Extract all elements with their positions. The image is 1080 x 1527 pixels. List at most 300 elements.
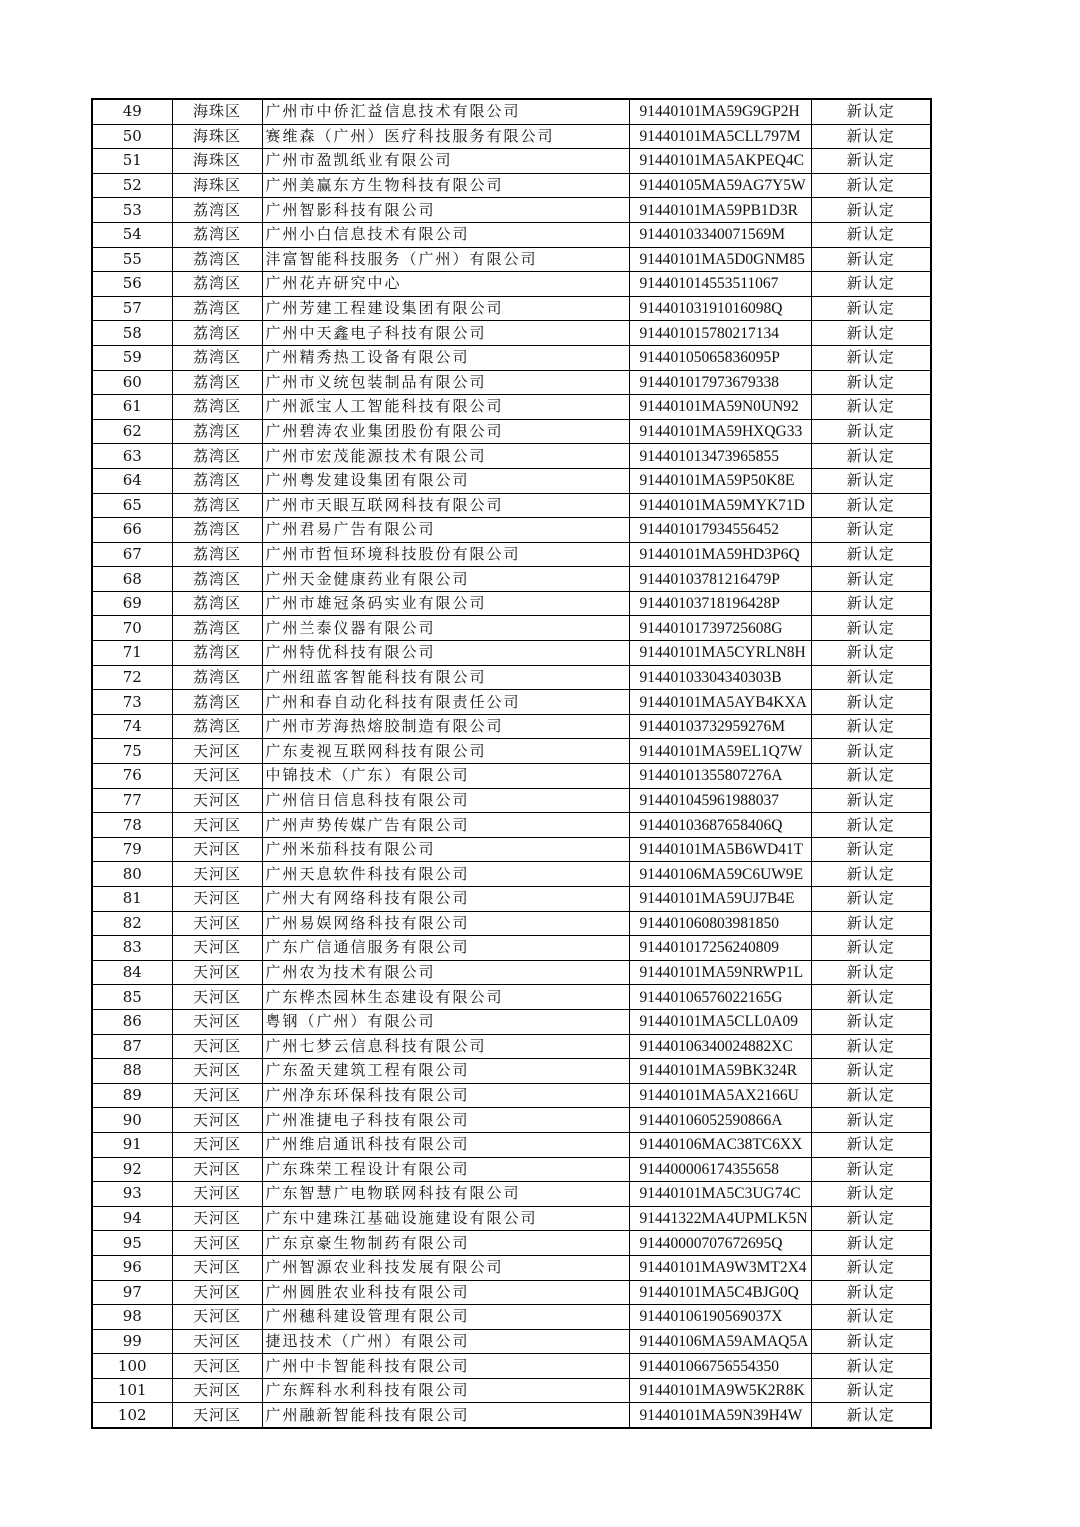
- company-name-cell: 广州粤发建设集团有限公司: [262, 468, 629, 493]
- table-row: [92, 1231, 931, 1256]
- company-name-cell: 广州智源农业科技发展有限公司: [262, 1255, 629, 1280]
- row-number: 100: [92, 1354, 172, 1379]
- row-number: 70: [92, 616, 172, 641]
- table-row: [92, 764, 931, 789]
- status-cell: 新认定: [811, 739, 931, 764]
- company-name-cell: 广州大有网络科技有限公司: [262, 887, 629, 912]
- row-number: 85: [92, 985, 172, 1010]
- table-row: [92, 419, 931, 444]
- row-number: 51: [92, 149, 172, 174]
- credit-code-cell: 91440101MA59NRWP1L: [629, 960, 811, 985]
- status-cell: 新认定: [811, 985, 931, 1010]
- district-cell: 天河区: [172, 813, 262, 838]
- status-cell: 新认定: [811, 149, 931, 174]
- company-name-cell: 广东盈天建筑工程有限公司: [262, 1059, 629, 1084]
- company-name-cell: 广州市宏茂能源技术有限公司: [262, 444, 629, 469]
- credit-code-cell: 91440103718196428P: [629, 591, 811, 616]
- credit-code-cell: 91440103340071569M: [629, 222, 811, 247]
- status-cell: 新认定: [811, 1157, 931, 1182]
- district-cell: 天河区: [172, 739, 262, 764]
- row-number: 53: [92, 198, 172, 223]
- status-cell: 新认定: [811, 960, 931, 985]
- row-number: 76: [92, 764, 172, 789]
- status-cell: 新认定: [811, 468, 931, 493]
- company-name-cell: 中锦技术（广东）有限公司: [262, 764, 629, 789]
- table-row: [92, 493, 931, 518]
- row-number: 72: [92, 665, 172, 690]
- table-row: [92, 1108, 931, 1133]
- district-cell: 荔湾区: [172, 542, 262, 567]
- credit-code-cell: 91440103304340303B: [629, 665, 811, 690]
- credit-code-cell: 91440101MA5CLL797M: [629, 124, 811, 149]
- table-row: [92, 1157, 931, 1182]
- status-cell: 新认定: [811, 1034, 931, 1059]
- company-name-cell: 广州准捷电子科技有限公司: [262, 1108, 629, 1133]
- company-name-cell: 广州碧涛农业集团股份有限公司: [262, 419, 629, 444]
- status-cell: 新认定: [811, 198, 931, 223]
- row-number: 60: [92, 370, 172, 395]
- table-row: [92, 591, 931, 616]
- row-number: 50: [92, 124, 172, 149]
- district-cell: 天河区: [172, 936, 262, 961]
- row-number: 56: [92, 272, 172, 297]
- credit-code-cell: 91440101MA59N39H4W: [629, 1403, 811, 1428]
- table-row: [92, 1280, 931, 1305]
- credit-code-cell: 91440101MA5CYRLN8H: [629, 641, 811, 666]
- table-row: [92, 468, 931, 493]
- credit-code-cell: 91440106340024882XC: [629, 1034, 811, 1059]
- status-cell: 新认定: [811, 837, 931, 862]
- row-number: 99: [92, 1329, 172, 1354]
- table-row: [92, 1009, 931, 1034]
- row-number: 89: [92, 1083, 172, 1108]
- credit-code-cell: 91440101MA5D0GNM85: [629, 247, 811, 272]
- row-number: 87: [92, 1034, 172, 1059]
- company-name-cell: 广州市芳海热熔胶制造有限公司: [262, 714, 629, 739]
- district-cell: 天河区: [172, 1009, 262, 1034]
- credit-code-cell: 914401017256240809: [629, 936, 811, 961]
- district-cell: 荔湾区: [172, 321, 262, 346]
- company-name-cell: 广州信日信息科技有限公司: [262, 788, 629, 813]
- company-name-cell: 广东珠荣工程设计有限公司: [262, 1157, 629, 1182]
- district-cell: 天河区: [172, 764, 262, 789]
- district-cell: 荔湾区: [172, 518, 262, 543]
- district-cell: 荔湾区: [172, 272, 262, 297]
- row-number: 77: [92, 788, 172, 813]
- company-name-cell: 广州市哲恒环境科技股份有限公司: [262, 542, 629, 567]
- company-name-cell: 广州米茄科技有限公司: [262, 837, 629, 862]
- district-cell: 天河区: [172, 1182, 262, 1207]
- row-number: 57: [92, 296, 172, 321]
- district-cell: 天河区: [172, 911, 262, 936]
- table-row: [92, 222, 931, 247]
- district-cell: 天河区: [172, 1329, 262, 1354]
- row-number: 73: [92, 690, 172, 715]
- status-cell: 新认定: [811, 345, 931, 370]
- district-cell: 天河区: [172, 1231, 262, 1256]
- company-name-cell: 粤钢（广州）有限公司: [262, 1009, 629, 1034]
- credit-code-cell: 91440106190569037X: [629, 1305, 811, 1330]
- table-row: [92, 1378, 931, 1403]
- status-cell: 新认定: [811, 272, 931, 297]
- row-number: 101: [92, 1378, 172, 1403]
- company-name-cell: 广州天息软件科技有限公司: [262, 862, 629, 887]
- district-cell: 荔湾区: [172, 493, 262, 518]
- district-cell: 天河区: [172, 960, 262, 985]
- table-row: [92, 444, 931, 469]
- credit-code-cell: 91440101MA59BK324R: [629, 1059, 811, 1084]
- district-cell: 海珠区: [172, 99, 262, 124]
- row-number: 64: [92, 468, 172, 493]
- status-cell: 新认定: [811, 813, 931, 838]
- table-row: [92, 1255, 931, 1280]
- status-cell: 新认定: [811, 1083, 931, 1108]
- district-cell: 荔湾区: [172, 714, 262, 739]
- table-row: [92, 1034, 931, 1059]
- status-cell: 新认定: [811, 124, 931, 149]
- status-cell: 新认定: [811, 862, 931, 887]
- credit-code-cell: 91440101MA9W3MT2X4: [629, 1255, 811, 1280]
- company-name-cell: 广州特优科技有限公司: [262, 641, 629, 666]
- table-row: [92, 518, 931, 543]
- company-name-cell: 广州智影科技有限公司: [262, 198, 629, 223]
- status-cell: 新认定: [811, 1403, 931, 1428]
- company-name-cell: 广州花卉研究中心: [262, 272, 629, 297]
- credit-code-cell: 91440101MA5AX2166U: [629, 1083, 811, 1108]
- table-row: [92, 1182, 931, 1207]
- district-cell: 荔湾区: [172, 665, 262, 690]
- table-row: [92, 395, 931, 420]
- company-name-cell: 广州市中侨汇益信息技术有限公司: [262, 99, 629, 124]
- status-cell: 新认定: [811, 1132, 931, 1157]
- credit-code-cell: 91440101739725608G: [629, 616, 811, 641]
- table-row: [92, 911, 931, 936]
- table-row: [92, 272, 931, 297]
- district-cell: 天河区: [172, 1132, 262, 1157]
- district-cell: 海珠区: [172, 149, 262, 174]
- table-row: [92, 813, 931, 838]
- credit-code-cell: 91440101MA59G9GP2H: [629, 99, 811, 124]
- company-name-cell: 广州兰泰仪器有限公司: [262, 616, 629, 641]
- row-number: 75: [92, 739, 172, 764]
- district-cell: 荔湾区: [172, 444, 262, 469]
- row-number: 67: [92, 542, 172, 567]
- row-number: 92: [92, 1157, 172, 1182]
- credit-code-cell: 91441322MA4UPMLK5N: [629, 1206, 811, 1231]
- row-number: 79: [92, 837, 172, 862]
- district-cell: 天河区: [172, 862, 262, 887]
- table-row: [92, 345, 931, 370]
- table-row: [92, 542, 931, 567]
- status-cell: 新认定: [811, 173, 931, 198]
- district-cell: 荔湾区: [172, 616, 262, 641]
- company-name-cell: 广州芳建工程建设集团有限公司: [262, 296, 629, 321]
- status-cell: 新认定: [811, 788, 931, 813]
- company-list-table: [91, 98, 932, 1429]
- credit-code-cell: 91440101MA5C3UG74C: [629, 1182, 811, 1207]
- status-cell: 新认定: [811, 567, 931, 592]
- status-cell: 新认定: [811, 936, 931, 961]
- table-row: [92, 1329, 931, 1354]
- credit-code-cell: 91440101MA59P50K8E: [629, 468, 811, 493]
- row-number: 78: [92, 813, 172, 838]
- district-cell: 天河区: [172, 887, 262, 912]
- district-cell: 荔湾区: [172, 591, 262, 616]
- row-number: 54: [92, 222, 172, 247]
- row-number: 63: [92, 444, 172, 469]
- row-number: 61: [92, 395, 172, 420]
- status-cell: 新认定: [811, 1206, 931, 1231]
- row-number: 59: [92, 345, 172, 370]
- credit-code-cell: 914401066756554350: [629, 1354, 811, 1379]
- district-cell: 荔湾区: [172, 370, 262, 395]
- credit-code-cell: 91440103191016098Q: [629, 296, 811, 321]
- row-number: 88: [92, 1059, 172, 1084]
- company-name-cell: 赛维森（广州）医疗科技服务有限公司: [262, 124, 629, 149]
- table-row: [92, 616, 931, 641]
- table-row: [92, 690, 931, 715]
- company-name-cell: 沣富智能科技服务（广州）有限公司: [262, 247, 629, 272]
- status-cell: 新认定: [811, 370, 931, 395]
- row-number: 82: [92, 911, 172, 936]
- district-cell: 天河区: [172, 985, 262, 1010]
- status-cell: 新认定: [811, 665, 931, 690]
- row-number: 52: [92, 173, 172, 198]
- status-cell: 新认定: [811, 641, 931, 666]
- table-body: [92, 99, 931, 1428]
- company-name-cell: 广州市盈凯纸业有限公司: [262, 149, 629, 174]
- row-number: 97: [92, 1280, 172, 1305]
- credit-code-cell: 91440103732959276M: [629, 714, 811, 739]
- credit-code-cell: 91440101MA59PB1D3R: [629, 198, 811, 223]
- district-cell: 天河区: [172, 837, 262, 862]
- credit-code-cell: 91440101MA59MYK71D: [629, 493, 811, 518]
- company-name-cell: 广东麦视互联网科技有限公司: [262, 739, 629, 764]
- table-row: [92, 837, 931, 862]
- company-name-cell: 广州维启通讯科技有限公司: [262, 1132, 629, 1157]
- row-number: 69: [92, 591, 172, 616]
- credit-code-cell: 91440101MA59HD3P6Q: [629, 542, 811, 567]
- district-cell: 天河区: [172, 1378, 262, 1403]
- company-name-cell: 广州声势传媒广告有限公司: [262, 813, 629, 838]
- row-number: 95: [92, 1231, 172, 1256]
- status-cell: 新认定: [811, 1329, 931, 1354]
- credit-code-cell: 91440101MA5C4BJG0Q: [629, 1280, 811, 1305]
- row-number: 65: [92, 493, 172, 518]
- row-number: 66: [92, 518, 172, 543]
- row-number: 71: [92, 641, 172, 666]
- table-row: [92, 1206, 931, 1231]
- company-name-cell: 广州天金健康药业有限公司: [262, 567, 629, 592]
- row-number: 96: [92, 1255, 172, 1280]
- district-cell: 荔湾区: [172, 468, 262, 493]
- company-name-cell: 广东中建珠江基础设施建设有限公司: [262, 1206, 629, 1231]
- district-cell: 天河区: [172, 1157, 262, 1182]
- table-row: [92, 1403, 931, 1428]
- status-cell: 新认定: [811, 591, 931, 616]
- district-cell: 荔湾区: [172, 222, 262, 247]
- table-row: [92, 149, 931, 174]
- status-cell: 新认定: [811, 493, 931, 518]
- credit-code-cell: 914401015780217134: [629, 321, 811, 346]
- status-cell: 新认定: [811, 1378, 931, 1403]
- table-row: [92, 665, 931, 690]
- company-name-cell: 广州市义统包装制品有限公司: [262, 370, 629, 395]
- row-number: 80: [92, 862, 172, 887]
- company-name-cell: 广州融新智能科技有限公司: [262, 1403, 629, 1428]
- company-name-cell: 广州精秀热工设备有限公司: [262, 345, 629, 370]
- row-number: 93: [92, 1182, 172, 1207]
- row-number: 91: [92, 1132, 172, 1157]
- credit-code-cell: 91440101MA5AKPEQ4C: [629, 149, 811, 174]
- credit-code-cell: 91440101MA5AYB4KXA: [629, 690, 811, 715]
- table-row: [92, 714, 931, 739]
- credit-code-cell: 91440101MA59HXQG33: [629, 419, 811, 444]
- district-cell: 天河区: [172, 1403, 262, 1428]
- district-cell: 天河区: [172, 1034, 262, 1059]
- company-name-cell: 广州中天鑫电子科技有限公司: [262, 321, 629, 346]
- company-name-cell: 广州圆胜农业科技有限公司: [262, 1280, 629, 1305]
- district-cell: 荔湾区: [172, 395, 262, 420]
- table-row: [92, 960, 931, 985]
- row-number: 49: [92, 99, 172, 124]
- table-row: [92, 862, 931, 887]
- status-cell: 新认定: [811, 395, 931, 420]
- district-cell: 荔湾区: [172, 296, 262, 321]
- row-number: 55: [92, 247, 172, 272]
- company-name-cell: 广州穗科建设管理有限公司: [262, 1305, 629, 1330]
- table-row: [92, 985, 931, 1010]
- district-cell: 荔湾区: [172, 641, 262, 666]
- district-cell: 天河区: [172, 788, 262, 813]
- table-row: [92, 173, 931, 198]
- company-name-cell: 广东辉科水利科技有限公司: [262, 1378, 629, 1403]
- company-name-cell: 广东广信通信服务有限公司: [262, 936, 629, 961]
- status-cell: 新认定: [811, 542, 931, 567]
- status-cell: 新认定: [811, 714, 931, 739]
- table-row: [92, 247, 931, 272]
- status-cell: 新认定: [811, 764, 931, 789]
- company-name-cell: 广东智慧广电物联网科技有限公司: [262, 1182, 629, 1207]
- credit-code-cell: 91440105065836095P: [629, 345, 811, 370]
- row-number: 58: [92, 321, 172, 346]
- status-cell: 新认定: [811, 296, 931, 321]
- table-row: [92, 370, 931, 395]
- company-name-cell: 广州净东环保科技有限公司: [262, 1083, 629, 1108]
- company-name-cell: 广州美赢东方生物科技有限公司: [262, 173, 629, 198]
- credit-code-cell: 91440106052590866A: [629, 1108, 811, 1133]
- status-cell: 新认定: [811, 911, 931, 936]
- row-number: 90: [92, 1108, 172, 1133]
- credit-code-cell: 91440106576022165G: [629, 985, 811, 1010]
- table-row: [92, 641, 931, 666]
- district-cell: 天河区: [172, 1354, 262, 1379]
- company-name-cell: 广州派宝人工智能科技有限公司: [262, 395, 629, 420]
- status-cell: 新认定: [811, 1009, 931, 1034]
- status-cell: 新认定: [811, 518, 931, 543]
- district-cell: 天河区: [172, 1083, 262, 1108]
- credit-code-cell: 91440106MAC38TC6XX: [629, 1132, 811, 1157]
- company-name-cell: 广州易娱网络科技有限公司: [262, 911, 629, 936]
- table-row: [92, 124, 931, 149]
- status-cell: 新认定: [811, 247, 931, 272]
- district-cell: 天河区: [172, 1206, 262, 1231]
- district-cell: 荔湾区: [172, 690, 262, 715]
- table-row: [92, 1305, 931, 1330]
- table-row: [92, 1132, 931, 1157]
- district-cell: 荔湾区: [172, 247, 262, 272]
- district-cell: 海珠区: [172, 173, 262, 198]
- credit-code-cell: 914401017934556452: [629, 518, 811, 543]
- status-cell: 新认定: [811, 616, 931, 641]
- status-cell: 新认定: [811, 1354, 931, 1379]
- status-cell: 新认定: [811, 1305, 931, 1330]
- credit-code-cell: 91440105MA59AG7Y5W: [629, 173, 811, 198]
- district-cell: 荔湾区: [172, 567, 262, 592]
- table-row: [92, 321, 931, 346]
- credit-code-cell: 91440103781216479P: [629, 567, 811, 592]
- credit-code-cell: 91440103687658406Q: [629, 813, 811, 838]
- table-row: [92, 739, 931, 764]
- district-cell: 天河区: [172, 1108, 262, 1133]
- company-name-cell: 广州七梦云信息科技有限公司: [262, 1034, 629, 1059]
- company-name-cell: 广州市雄冠条码实业有限公司: [262, 591, 629, 616]
- district-cell: 天河区: [172, 1280, 262, 1305]
- company-name-cell: 广州君易广告有限公司: [262, 518, 629, 543]
- credit-code-cell: 91440000707672695Q: [629, 1231, 811, 1256]
- credit-code-cell: 914400006174355658: [629, 1157, 811, 1182]
- company-name-cell: 广州小白信息技术有限公司: [262, 222, 629, 247]
- status-cell: 新认定: [811, 887, 931, 912]
- company-name-cell: 广州纽蓝客智能科技有限公司: [262, 665, 629, 690]
- credit-code-cell: 91440101355807276A: [629, 764, 811, 789]
- status-cell: 新认定: [811, 222, 931, 247]
- credit-code-cell: 91440106MA59AMAQ5A: [629, 1329, 811, 1354]
- company-name-cell: 捷迅技术（广州）有限公司: [262, 1329, 629, 1354]
- row-number: 86: [92, 1009, 172, 1034]
- credit-code-cell: 914401017973679338: [629, 370, 811, 395]
- status-cell: 新认定: [811, 1182, 931, 1207]
- row-number: 84: [92, 960, 172, 985]
- table-row: [92, 1083, 931, 1108]
- credit-code-cell: 91440101MA59UJ7B4E: [629, 887, 811, 912]
- table-row: [92, 936, 931, 961]
- status-cell: 新认定: [811, 1231, 931, 1256]
- row-number: 74: [92, 714, 172, 739]
- status-cell: 新认定: [811, 99, 931, 124]
- credit-code-cell: 91440101MA5B6WD41T: [629, 837, 811, 862]
- district-cell: 荔湾区: [172, 419, 262, 444]
- table-row: [92, 1354, 931, 1379]
- credit-code-cell: 91440101MA59N0UN92: [629, 395, 811, 420]
- credit-code-cell: 91440101MA9W5K2R8K: [629, 1378, 811, 1403]
- row-number: 94: [92, 1206, 172, 1231]
- district-cell: 天河区: [172, 1305, 262, 1330]
- status-cell: 新认定: [811, 690, 931, 715]
- credit-code-cell: 914401013473965855: [629, 444, 811, 469]
- status-cell: 新认定: [811, 444, 931, 469]
- credit-code-cell: 91440101MA59EL1Q7W: [629, 739, 811, 764]
- table-row: [92, 296, 931, 321]
- district-cell: 天河区: [172, 1059, 262, 1084]
- row-number: 62: [92, 419, 172, 444]
- company-name-cell: 广东桦杰园林生态建设有限公司: [262, 985, 629, 1010]
- company-name-cell: 广州农为技术有限公司: [262, 960, 629, 985]
- table-row: [92, 788, 931, 813]
- row-number: 102: [92, 1403, 172, 1428]
- credit-code-cell: 914401045961988037: [629, 788, 811, 813]
- district-cell: 海珠区: [172, 124, 262, 149]
